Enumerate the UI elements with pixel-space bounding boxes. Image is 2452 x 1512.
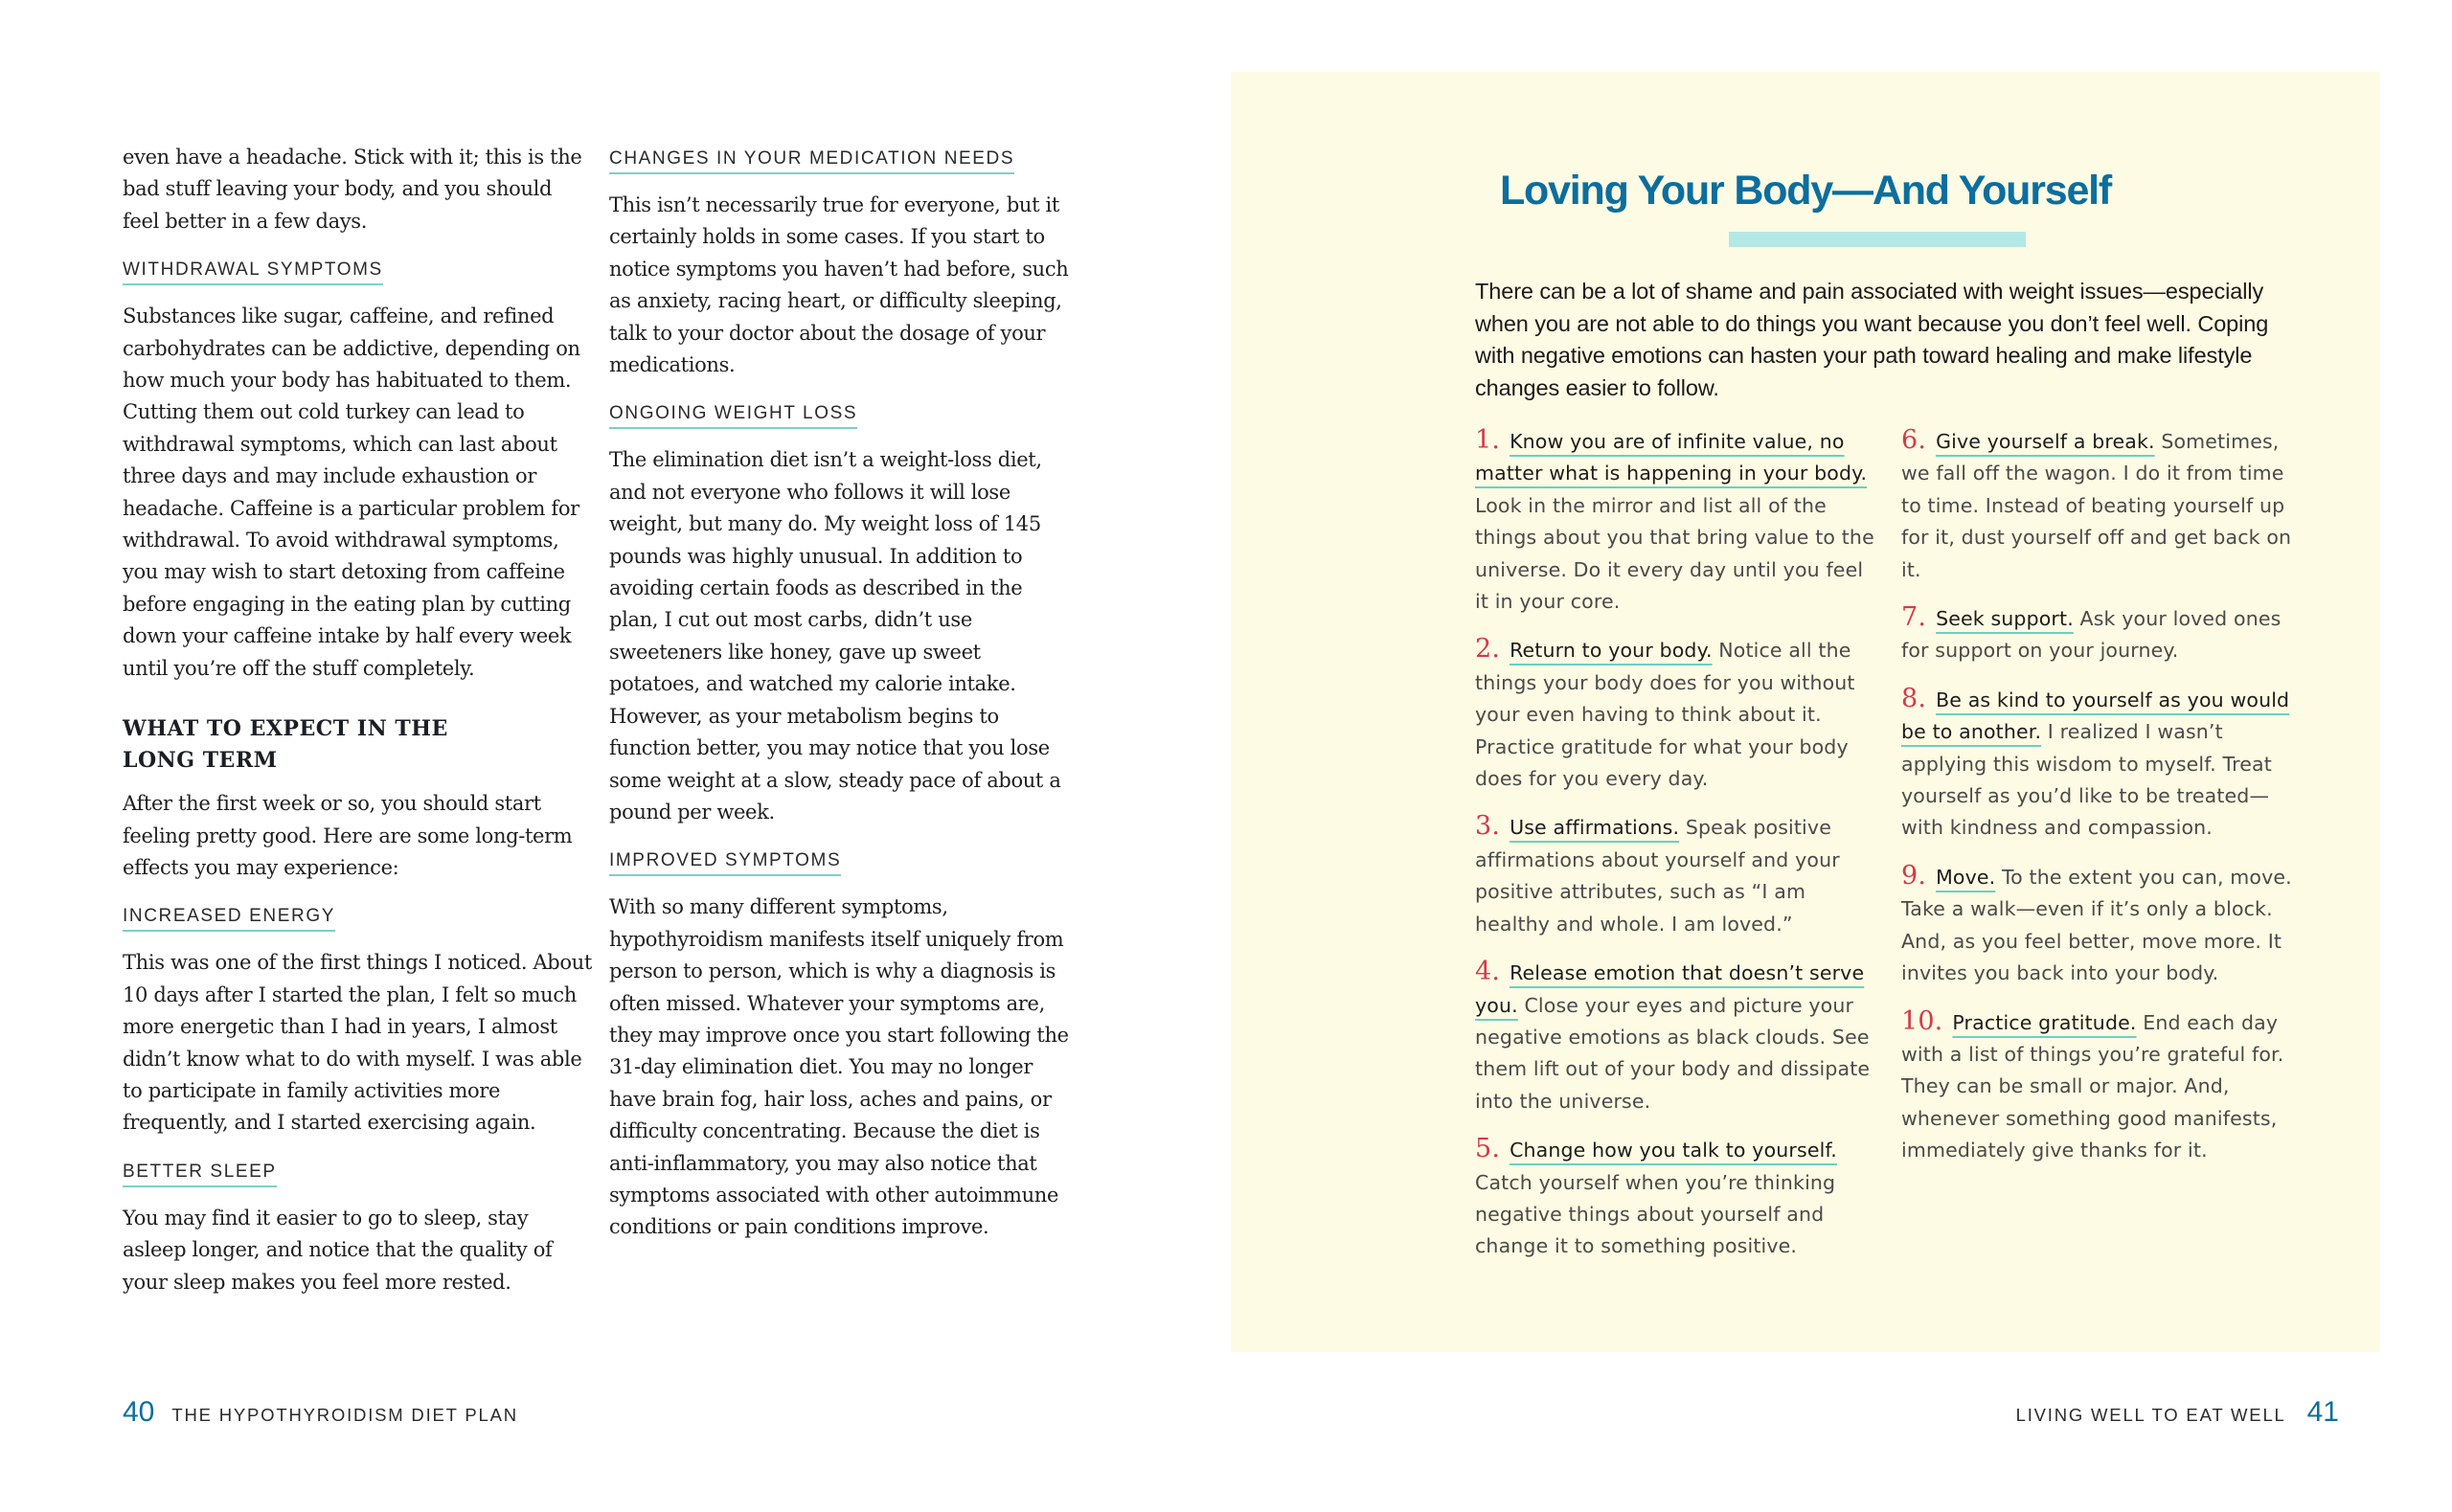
left-page-column-2 (609, 142, 1069, 1259)
subhead-withdrawal-symptoms: WITHDRAWAL SYMPTOMS (123, 259, 383, 285)
running-head: THE HYPOTHYROIDISM DIET PLAN (171, 1405, 518, 1425)
list-item (1475, 633, 1877, 795)
item-lead: Release emotion that doesn’t serve you. (1475, 961, 1865, 1017)
list-item (1475, 1133, 1877, 1263)
tips-list-column-1 (1475, 424, 1877, 1278)
item-number: 10. (1901, 1005, 1943, 1036)
item-number: 3. (1475, 811, 1501, 842)
item-body: Look in the mirror and list all of the things about you that bring value to the universe. Do it every day until you feel it in your core. (1475, 493, 1874, 614)
item-number: 9. (1901, 860, 1927, 891)
item-number: 1. (1475, 425, 1501, 455)
list-item (1901, 601, 2304, 667)
list-item (1901, 424, 2304, 586)
item-body: Catch yourself when you’re thinking negative things about yourself and change it to something positive. (1475, 1170, 1836, 1258)
item-lead: Give yourself a break. (1936, 430, 2155, 453)
paragraph: After the first week or so, you should start feeling pretty good. Here are some long-term effects you may experience: (123, 792, 573, 879)
sidebar-intro: There can be a lot of shame and pain associated with weight issues—especially when you are not able to do things you want because you don’t feel well. Coping with negative emotions can hasten your path toward healing and make lifestyle changes easier to follow. (1475, 279, 2269, 400)
item-body: Ask your loved ones for support on your journey. (1901, 607, 2282, 663)
title-accent-bar (1729, 232, 2026, 247)
item-lead: Return to your body. (1510, 639, 1713, 663)
item-number: 8. (1901, 683, 1927, 713)
item-lead: Practice gratitude. (1952, 1010, 2137, 1034)
item-number: 6. (1901, 425, 1927, 455)
item-lead: Seek support. (1936, 607, 2074, 631)
item-lead: Use affirmations. (1510, 816, 1680, 840)
item-body: To the extent you can, move. Take a walk—even if it’s only a block. And, as you feel better, move more. It invites you back into your body. (1901, 865, 2292, 985)
list-item (1475, 810, 1877, 940)
paragraph: even have a headache. Stick with it; this is the bad stuff leaving your body, and you should feel better in a few days. (123, 146, 582, 233)
item-lead: Know you are of infinite value, no matter what is happening in your body. (1475, 430, 1868, 485)
paragraph: With so many different symptoms, hypothyroidism manifests itself uniquely from person to person, which is why a diagnosis is often missed. Whatever your symptoms are, they may improve once you start following the 31-day elimination diet. You may no longer have brain fog, hair loss, aches and pains, or difficulty concentrating. Because the diet is anti-inflammatory, you may also notice that symptoms associated with other autoimmune conditions or pain conditions improve. (609, 895, 1069, 1239)
item-body: Notice all the things your body does for you without your even having to think about it. Practice gratitude for what your body does for you every day. (1475, 639, 1855, 791)
sidebar-panel (1231, 72, 2380, 1352)
left-page-column-1 (123, 142, 592, 1314)
item-body: Speak positive affirmations about yourself and your positive attributes, such as “I am healthy and whole. I am loved.” (1475, 816, 1840, 936)
item-body: End each day with a list of things you’re grateful for. They can be small or major. And, whenever something good manifests, immediately give thanks for it. (1901, 1010, 2284, 1162)
item-lead: Move. (1936, 865, 1996, 889)
right-page-footer (2016, 1396, 2339, 1429)
subhead-improved-symptoms: IMPROVED SYMPTOMS (609, 849, 841, 876)
item-body: I realized I wasn’t applying this wisdom to myself. Treat yourself as you’d like to be treated—with kindness and compassion. (1901, 720, 2272, 840)
subhead-increased-energy: INCREASED ENERGY (123, 905, 335, 932)
tips-list-column-2 (1901, 424, 2304, 1183)
subhead-better-sleep: BETTER SLEEP (123, 1161, 277, 1187)
page-number: 41 (2306, 1396, 2339, 1428)
item-number: 5. (1475, 1134, 1501, 1164)
list-item (1901, 1005, 2304, 1167)
paragraph: This was one of the first things I noticed. About 10 days after I started the plan, I felt so much more energetic than I had in years, I almost didn’t know what to do with myself. I was able to participate in family activities more frequently, and I started exercising again. (123, 951, 592, 1135)
sidebar-title: Loving Your Body—And Yourself (1499, 168, 2112, 214)
left-page-footer (123, 1396, 518, 1429)
item-number: 4. (1475, 957, 1501, 987)
list-item (1475, 956, 1877, 1117)
paragraph: You may find it easier to go to sleep, stay asleep longer, and notice that the quality of your sleep makes you feel more rested. (123, 1206, 553, 1294)
item-number: 7. (1901, 602, 1927, 633)
paragraph: This isn’t necessarily true for everyone, but it certainly holds in some cases. If you start to notice symptoms you haven’t had before, such as anxiety, racing heart, or difficulty sleeping, talk to your doctor about the dosage of your medications. (609, 193, 1069, 377)
item-lead: Be as kind to yourself as you would be to another. (1901, 688, 2290, 744)
item-lead: Change how you talk to yourself. (1510, 1139, 1837, 1162)
subhead-weight-loss: ONGOING WEIGHT LOSS (609, 402, 857, 429)
paragraph: The elimination diet isn’t a weight-loss diet, and not everyone who follows it will lose weight, but many do. My weight loss of 145 pounds was highly unusual. In addition to avoiding certain foods as described in the plan, I cut out most carbs, didn’t use sweeteners like honey, gave up sweet potatoes, and watched my calorie intake. However, as your metabolism begins to function better, you may notice that you lose some weight at a slow, steady pace of about a pound per week. (609, 448, 1061, 824)
paragraph: Substances like sugar, caffeine, and refined carbohydrates can be addictive, depending on how much your body has habituated to them. Cutting them out cold turkey can lead to withdrawal symptoms, which can last about three days and may include exhaustion or headache. Caffeine is a particular problem for withdrawal. To avoid withdrawal symptoms, you may wish to start detoxing from caffeine before engaging in the eating plan by cutting down your caffeine intake by half every week until you’re off the stuff completely. (123, 305, 580, 680)
item-number: 2. (1475, 634, 1501, 665)
list-item (1901, 683, 2304, 845)
item-body: Sometimes, we fall off the wagon. I do it from time to time. Instead of beating yourself up for it, dust yourself off and get back on it. (1901, 430, 2292, 581)
list-item (1475, 424, 1877, 618)
page-number: 40 (123, 1396, 155, 1428)
list-item (1901, 860, 2304, 990)
running-head: LIVING WELL TO EAT WELL (2015, 1405, 2286, 1425)
item-body: Close your eyes and picture your negative emotions as black clouds. See them lift out of your body and dissipate into the universe. (1475, 993, 1871, 1113)
section-heading-long-term: WHAT TO EXPECT IN THE LONG TERM (123, 716, 448, 774)
subhead-medication-needs: CHANGES IN YOUR MEDICATION NEEDS (609, 147, 1014, 174)
